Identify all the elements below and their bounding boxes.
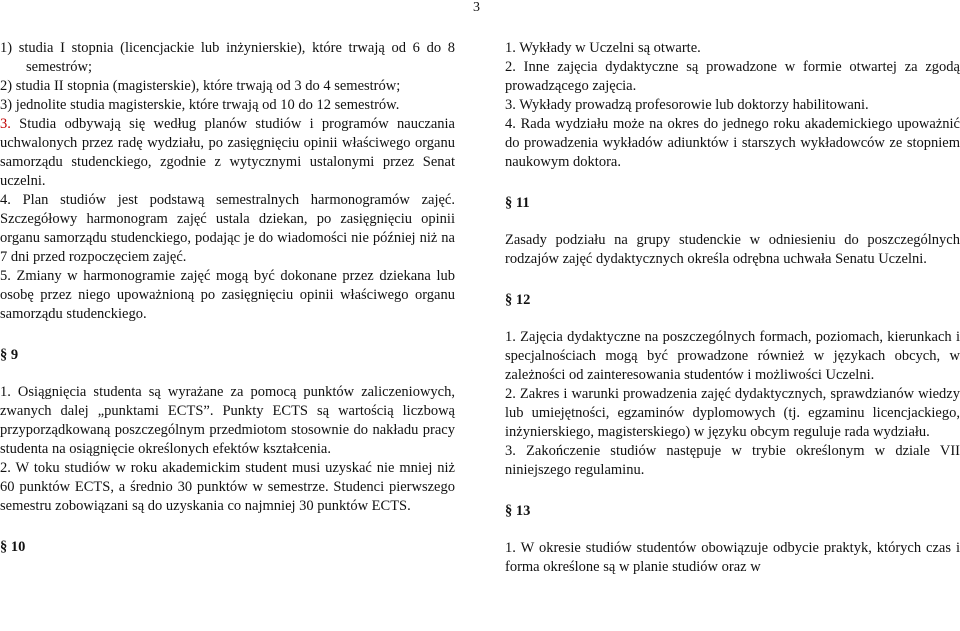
- paragraph-3: 3. Wykłady prowadzą profesorowie lub doktorzy habilitowani.: [505, 97, 869, 113]
- list-item: 1) studia I stopnia (licencjackie lub inżynierskie), które trwają od 6 do 8 semestrów;: [0, 40, 455, 75]
- list-item: 3) jednolite studia magisterskie, które trwają od 10 do 12 semestrów.: [0, 97, 400, 113]
- section-heading-10: § 10: [0, 539, 26, 555]
- section-12-paragraph-1: 1. Zajęcia dydaktyczne na poszczególnych formach, poziomach, kierunkach i specjalnościach mogą być prowadzone również w językach obcych, w zależności od zainteresowania studentów i możliwości Uczelni.: [505, 329, 960, 383]
- paragraph-3-number: 3.: [0, 116, 11, 132]
- section-13-paragraph-1: 1. W okresie studiów studentów obowiązuje odbycie praktyk, których czas i forma określone są w planie studiów oraz w: [505, 540, 960, 575]
- list-item: 2) studia II stopnia (magisterskie), które trwają od 3 do 4 semestrów;: [0, 78, 401, 94]
- section-9-paragraph-1: 1. Osiągnięcia studenta są wyrażane za pomocą punktów zaliczeniowych, zwanych dalej „punktami ECTS”. Punkty ECTS są wartością liczbową przyporządkowaną poszczególnym przedmiotom stosownie do nakładu pracy studenta na osiągnięcie określonych efektów kształcenia.: [0, 384, 455, 457]
- left-column: [0, 39, 455, 557]
- section-12-paragraph-2: 2. Zakres i warunki prowadzenia zajęć dydaktycznych, sprawdzianów wiedzy lub umiejętności, egzaminów dyplomowych (tj. egzaminu licencjackiego, inżynierskiego, magisterskiego) w języku obcym reguluje rada wydziału.: [505, 386, 960, 440]
- paragraph-4: 4. Rada wydziału może na okres do jednego roku akademickiego upoważnić do prowadzenia wykładów adiunktów i starszych wykładowców ze stopniem naukowym doktora.: [505, 116, 960, 170]
- paragraph-2: 2. Inne zajęcia dydaktyczne są prowadzone w formie otwartej za zgodą prowadzącego zajęcia.: [505, 59, 960, 94]
- section-12-paragraph-3: 3. Zakończenie studiów następuje w trybie określonym w dziale VII niniejszego regulaminu.: [505, 443, 960, 478]
- section-9-paragraph-2: 2. W toku studiów w roku akademickim student musi uzyskać nie mniej niż 60 punktów ECTS, a średnio 30 punktów w semestrze. Studenci pierwszego semestru zobowiązani są do uzyskania co najmniej 30 punktów ECTS.: [0, 460, 455, 514]
- paragraph-5: 5. Zmiany w harmonogramie zajęć mogą być dokonane przez dziekana lub osobę przez niego upoważnioną po zasięgnięciu opinii właściwego organu samorządu studenckiego.: [0, 268, 455, 322]
- paragraph-3: [0, 115, 455, 191]
- right-column: [505, 39, 960, 577]
- paragraph-1: 1. Wykłady w Uczelni są otwarte.: [505, 40, 701, 56]
- paragraph-3-text: Studia odbywają się według planów studiów i programów nauczania uchwalonych przez radę wydziału, po zasięgnięciu opinii właściwego organu samorządu studenckiego, zgodnie z wytycznymi ustalonymi przez Senat uczelni.: [0, 116, 455, 189]
- section-heading-9: § 9: [0, 347, 19, 363]
- page-number: 3: [473, 0, 480, 15]
- section-heading-13: § 13: [505, 503, 531, 519]
- section-heading-12: § 12: [505, 292, 531, 308]
- section-11-text: Zasady podziału na grupy studenckie w odniesieniu do poszczególnych rodzajów zajęć dydaktycznych określa odrębna uchwała Senatu Uczelni.: [505, 232, 960, 267]
- paragraph-4: 4. Plan studiów jest podstawą semestralnych harmonogramów zajęć. Szczegółowy harmonogram zajęć ustala dziekan, po zasięgnięciu opinii organu samorządu studenckiego, podając je do wiadomości nie później niż na 7 dni przed rozpoczęciem zajęć.: [0, 192, 455, 265]
- section-heading-11: § 11: [505, 195, 530, 211]
